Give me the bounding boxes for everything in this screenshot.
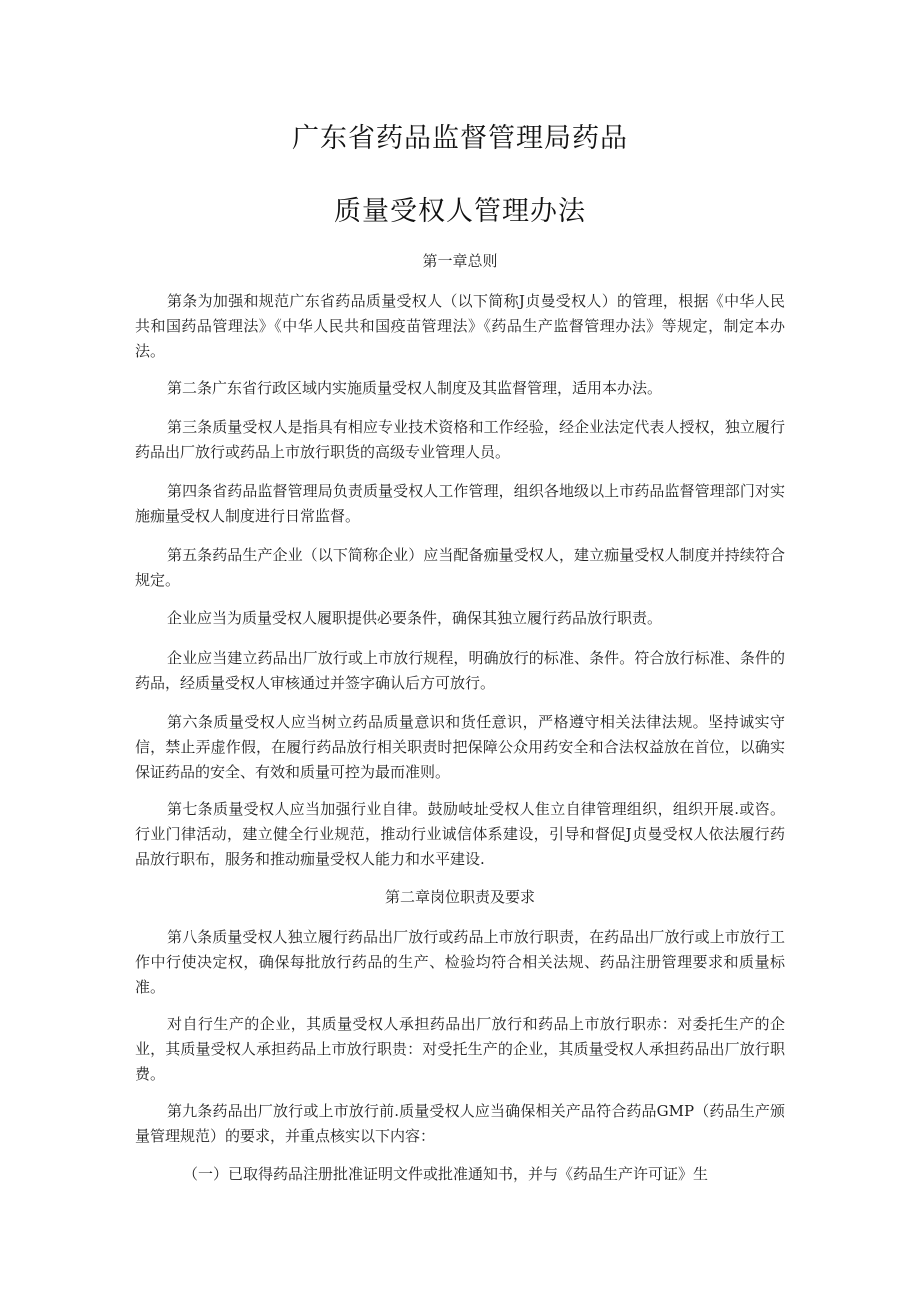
paragraph-article-9-item-1: （一）已取得药品注册批准证明文件或批准通知书，并与《药品生产许可证》生 [183, 1165, 709, 1183]
paragraph-article-4: 第四条省药品监督管理局负责质量受权人工作管理，组织各地级以上市药品监督管理部门对实施痂量受权人制度进行日常监督。 [135, 482, 785, 525]
paragraph-article-3: 第三条质量受权人是指具有相应专业技术资格和工作经验，经企业法定代表人授权，独立履行药品出厂放行或药品上市放行职货的高级专业管理人员。 [135, 418, 785, 461]
paragraph-article-5: 第五条药品生产企业（以下简称企业）应当配备痂量受权人，建立痂量受权人制度并持续符合规定。 [135, 546, 785, 589]
paragraph-article-8: 第八条质量受权人独立履行药品出厂放行或药品上市放行职责，在药品出厂放行或上市放行工作中行使决定权，确保每批放行药品的生产、检验均符合相关法规、药品注册管理要求和质量标准。 [135, 928, 785, 996]
chapter-heading-1: 第一章总则 [422, 252, 498, 270]
paragraph-article-1: 第条为加强和规范广东省药品质量受权人（以下简称J贞曼受权人）的管理，根据《中华人民共和国药品管理法》《中华人民共和国疫苗管理法》《药品生产监督管理办法》等规定，制定本办法。 [135, 292, 785, 360]
paragraph-article-5-clause-3: 企业应当建立药品出厂放行或上市放行规程，明确放行的标准、条件。符合放行标准、条件的药品，经质量受权人审核通过并签字确认后方可放行。 [135, 649, 785, 692]
paragraph-article-6: 第六条质量受权人应当树立药品质量意识和货任意识，严格遵守相关法律法规。坚持诚实守信，禁止弄虚作假，在履行药品放行相关职责时把保障公众用药安全和合法权益放在首位，以确实保证药品的安全、有效和质量可控为最而准则。 [135, 713, 785, 781]
paragraph-article-2: 第二条广东省行政区域内实施质量受权人制度及其监督管理，适用本办法。 [167, 379, 663, 397]
document-title-line-1: 广东省药品监督管理局药品 [292, 123, 628, 154]
paragraph-article-5-clause-2: 企业应当为质量受权人履职提供必要条件，确保其独立履行药品放行职责。 [167, 609, 663, 627]
chapter-heading-2: 第二章岗位职责及要求 [384, 888, 535, 906]
paragraph-article-8-clause-2: 对自行生产的企业，其质量受权人承担药品出厂放行和药品上市放行职赤：对委托生产的企业，其质量受权人承担药品上市放行职贵：对受托生产的企业，其质量受权人承担药品出厂放行职费。 [135, 1015, 785, 1083]
document-title-line-2: 质量受权人管理办法 [334, 196, 586, 227]
paragraph-article-7: 第七条质量受权人应当加强行业自律。鼓励岐址受权人隹立自律管理组织，组织开展.或咨。行业门律活动，建立健全行业规范，推动行业诚信体系建设，引导和督促J贞曼受权人依法履行药品放行职布，服务和推动痂量受权人能力和水平建设. [135, 800, 785, 868]
paragraph-article-9: 第九条药品出厂放行或上市放行前.质量受权人应当确保相关产品符合药品GMP（药品生产颁量管理规范）的要求，并重点核实以下内容： [135, 1102, 785, 1145]
